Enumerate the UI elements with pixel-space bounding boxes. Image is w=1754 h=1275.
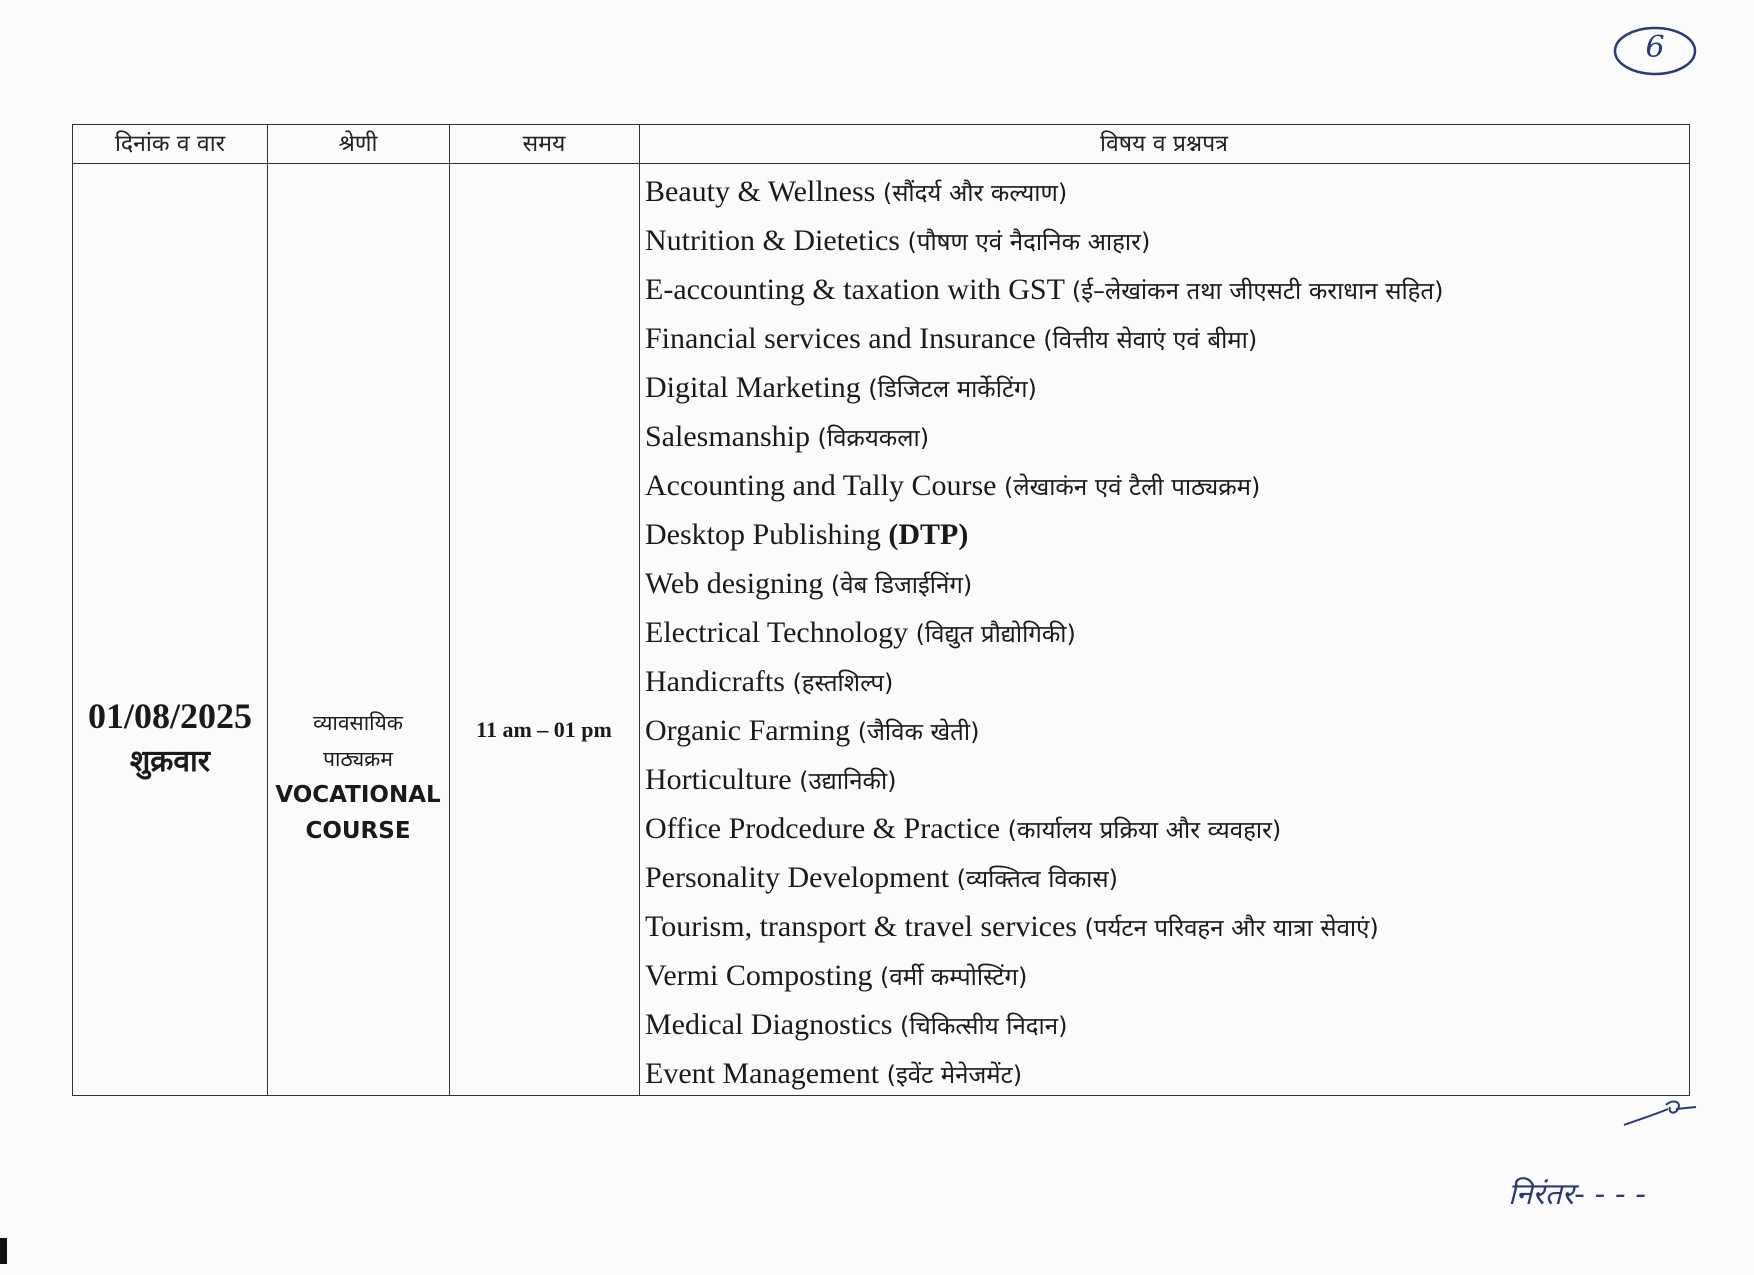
subject-english: Office Prodcedure & Practice [645, 812, 1001, 845]
subject-hindi: (पर्यटन परिवहन और यात्रा सेवाएं) [1084, 914, 1379, 942]
subject-list [645, 167, 1443, 1098]
subject-item [645, 216, 1443, 265]
category-english-line2: COURSE [305, 818, 411, 844]
subject-item [645, 461, 1443, 510]
subject-english: Event Management [645, 1057, 880, 1090]
subject-item [645, 1000, 1443, 1049]
subject-english: Financial services and Insurance [645, 322, 1036, 355]
subject-english: Nutrition & Dietetics [645, 224, 900, 257]
exam-schedule-table [72, 124, 1690, 1096]
subject-english: Personality Development [645, 861, 950, 894]
subject-hindi: (विक्रयकला) [817, 424, 930, 452]
subject-english: Horticulture [645, 763, 792, 796]
subject-item [645, 314, 1443, 363]
subject-item [645, 804, 1443, 853]
header-time: समय [522, 131, 566, 157]
subject-abbreviation: (DTP) [888, 518, 969, 551]
subject-item [645, 951, 1443, 1000]
subject-item [645, 706, 1443, 755]
subject-hindi: (पौषण एवं नैदानिक आहार) [907, 228, 1151, 256]
header-category: श्रेणी [338, 131, 378, 157]
subject-hindi: (सौंदर्य और कल्याण) [882, 179, 1068, 207]
subject-english: Vermi Composting [645, 959, 873, 992]
continued-note: निरंतर- - - - [1508, 1177, 1646, 1212]
category-cell [267, 705, 449, 849]
subject-item [645, 853, 1443, 902]
subject-hindi: (व्यक्तित्व विकास) [956, 865, 1118, 893]
subject-hindi: (हस्तशिल्प) [792, 669, 894, 697]
subject-item [645, 755, 1443, 804]
signature-mark-icon [1620, 1095, 1700, 1136]
column-divider [449, 125, 450, 1095]
subject-item [645, 167, 1443, 216]
header-subject: विषय व प्रश्नपत्र [1100, 131, 1228, 157]
subject-item [645, 510, 1443, 559]
subject-english: E-accounting & taxation with GST [645, 273, 1065, 306]
subject-item [645, 608, 1443, 657]
exam-day: शुक्रवार [129, 744, 211, 779]
exam-date: 01/08/2025 [87, 696, 252, 736]
page-number [1612, 24, 1698, 78]
subject-item [645, 902, 1443, 951]
subject-hindi: (लेखाकंन एवं टैली पाठ्यक्रम) [1003, 473, 1261, 501]
subject-item [645, 1049, 1443, 1098]
header-date-day: दिनांक व वार [114, 131, 226, 157]
subject-item [645, 363, 1443, 412]
column-divider [267, 125, 268, 1095]
subject-hindi: (डिजिटल मार्केटिंग) [868, 375, 1037, 403]
subject-hindi: (विद्युत प्रौद्योगिकी) [915, 620, 1076, 648]
subject-item [645, 559, 1443, 608]
date-day-cell [73, 695, 267, 780]
subject-hindi: (इवेंट मेनेजमेंट) [886, 1061, 1023, 1089]
subject-english: Beauty & Wellness [645, 175, 876, 208]
subject-english: Web designing [645, 567, 824, 600]
subject-hindi: (वित्तीय सेवाएं एवं बीमा) [1043, 326, 1258, 354]
subject-hindi: (उद्यानिकी) [799, 767, 897, 795]
subject-item [645, 412, 1443, 461]
subject-english: Digital Marketing [645, 371, 861, 404]
subject-english: Salesmanship [645, 420, 810, 453]
subject-hindi: (ई–लेखांकन तथा जीएसटी कराधान सहित) [1071, 277, 1444, 305]
subject-english: Desktop Publishing [645, 518, 881, 551]
subject-english: Accounting and Tally Course [645, 469, 997, 502]
header-divider [73, 163, 1689, 164]
subject-item [645, 265, 1443, 314]
column-divider [639, 125, 640, 1095]
subject-english: Organic Farming [645, 714, 851, 747]
subject-hindi: (वर्मी कम्पोस्टिंग) [880, 963, 1028, 991]
subject-hindi: (कार्यालय प्रक्रिया और व्यवहार) [1007, 816, 1282, 844]
category-hindi-line1: व्यावसायिक [313, 711, 403, 735]
category-english-line1: VOCATIONAL [275, 782, 441, 808]
subject-english: Tourism, transport & travel services [645, 910, 1077, 943]
exam-time: 11 am – 01 pm [476, 717, 612, 742]
subject-item [645, 657, 1443, 706]
subject-english: Medical Diagnostics [645, 1008, 893, 1041]
subject-hindi: (चिकित्सीय निदान) [899, 1012, 1068, 1040]
subject-english: Electrical Technology [645, 616, 909, 649]
subject-hindi: (वेब डिजाईनिंग) [830, 571, 973, 599]
scan-edge-mark [0, 1238, 7, 1264]
subject-english: Handicrafts [645, 665, 785, 698]
category-hindi-line2: पाठ्यक्रम [323, 747, 393, 771]
page-number-text: 6 [1645, 30, 1665, 65]
subject-hindi: (जैविक खेती) [857, 718, 980, 746]
